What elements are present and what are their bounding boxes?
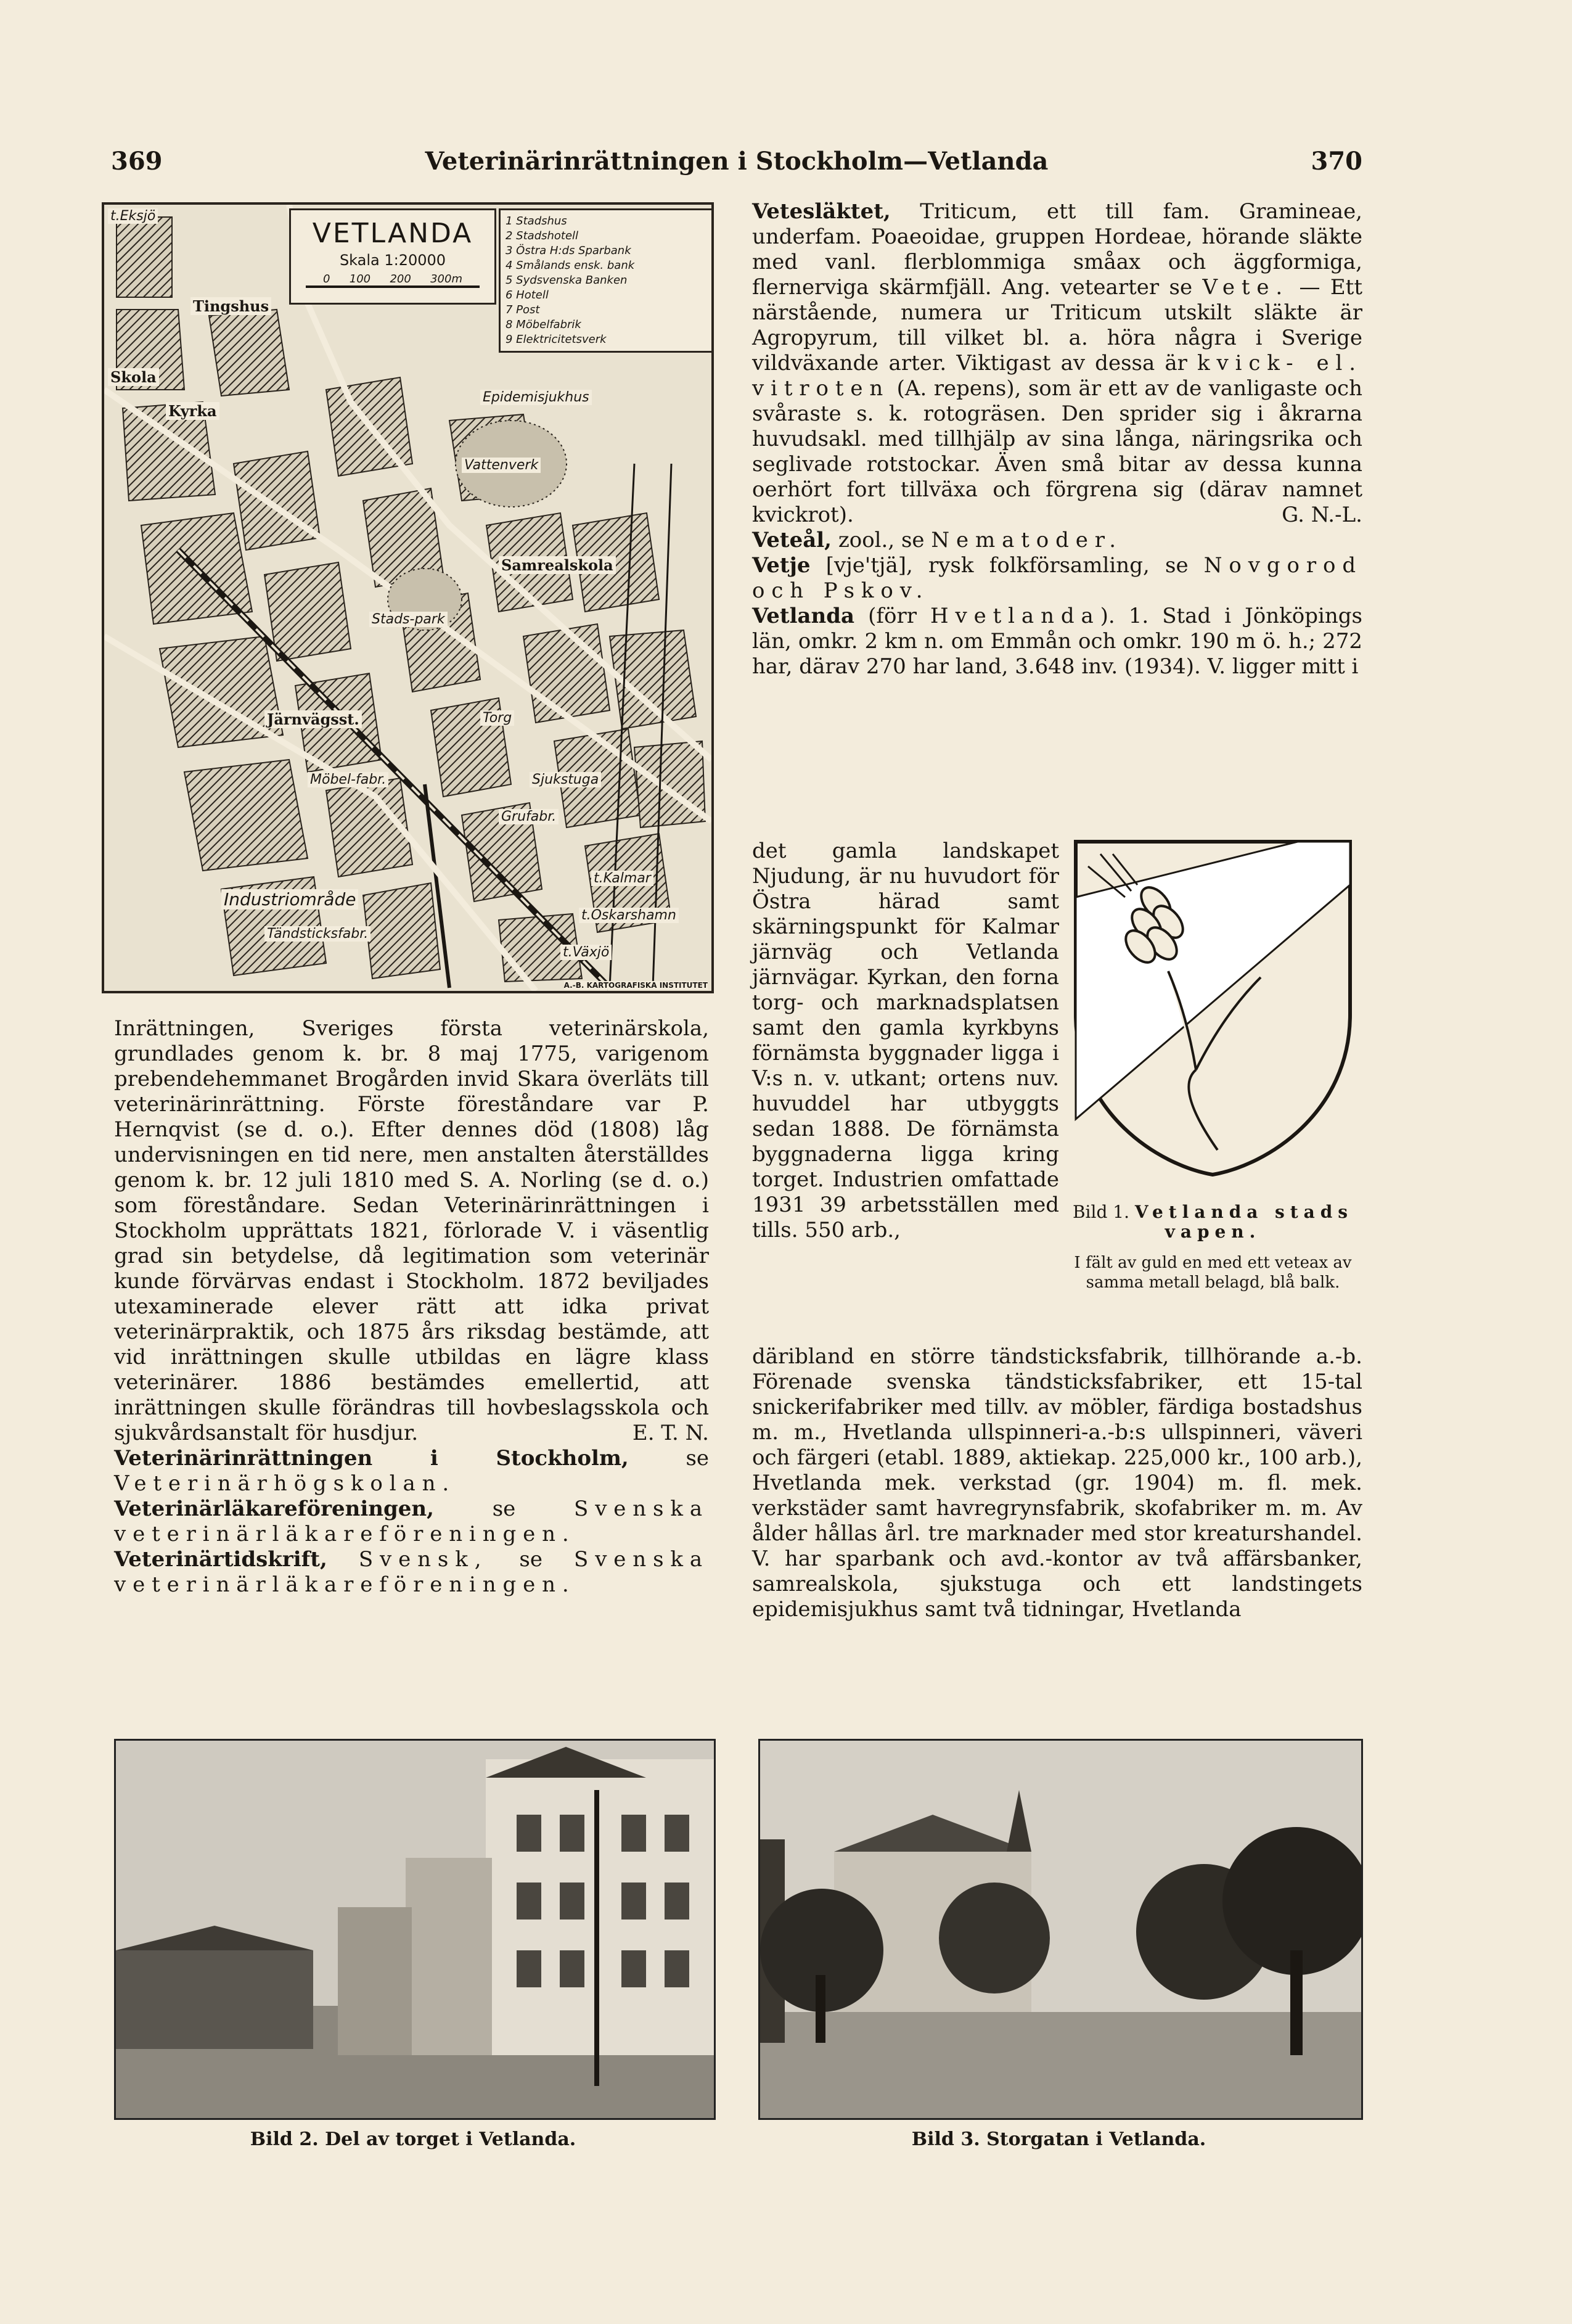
- entry-headword: Veterinärinrättningen i Stockholm,: [114, 1446, 629, 1471]
- map-label-kyrka: Kyrka: [166, 402, 219, 420]
- right-column-top: [752, 199, 1362, 680]
- entry-text: Triticum, ett till fam. Gramineae, underfam. Poaeoidae, gruppen Hordeae, hörande släkte med vanl. flerblommiga småax och äggformiga, flernerviga skärmfjäll. Ang. vetearter se: [752, 199, 1362, 300]
- coat-of-arms-caption: [1063, 1202, 1362, 1292]
- caption-title: [1063, 1202, 1362, 1242]
- map-label-eksjo: t.Eksjö: [108, 208, 158, 224]
- cross-reference: Svenska veterinärläkareföreningen.: [114, 1547, 710, 1597]
- entry-text: ). 1. Stad i Jönköpings län, omkr. 2 km n. om Emmån och omkr. 190 m ö. h.; 272 har, därav 270 har land, 3.648 inv. (1934). V. ligger mitt i: [752, 604, 1362, 679]
- entry-text: (förr: [868, 604, 917, 628]
- legend-item: 5 Sydsvenska Banken: [506, 274, 628, 287]
- paragraph: det gamla landskapet Njudung, är nu huvudort för Östra härad samt skärningspunkt för Kalmar järnväg och Vetlanda järnvägar. Kyrkan, den forna torg- och marknadsplatsen samt den gamla kyrkbyns förnämsta byggnader ligga i V:s n. v. utkant; ortens nuv. huvuddel har utbyggts sedan 1888. De förnämsta byggnaderna ligga kring torget. Industrien omfattade 1931 39 arbetsställen med tills. 550 arb.,: [752, 839, 1059, 1242]
- map-label-vattenverk: Vattenverk: [462, 458, 541, 473]
- map-legend: [499, 208, 714, 353]
- photo-caption: Bild 3. Storgatan i Vetlanda.: [911, 2129, 1206, 2150]
- vetlanda-map: [102, 202, 714, 993]
- legend-item: 2 Stadshotell: [506, 229, 579, 242]
- legend-item: 3 Östra H:ds Sparbank: [506, 244, 631, 257]
- map-label-sjukstuga: Sjukstuga: [530, 772, 601, 787]
- scale-tick: 300m: [430, 273, 462, 285]
- entry-text: se: [519, 1547, 542, 1572]
- caption-label: Bild 1.: [1072, 1202, 1129, 1222]
- right-column-flow: [752, 839, 1059, 1243]
- map-title-box: [289, 208, 496, 305]
- legend-item: 4 Smålands ensk. bank: [506, 259, 635, 272]
- entry: [114, 1446, 709, 1497]
- signature: G. N.-L.: [1282, 503, 1362, 527]
- entry-headword: Veteål,: [752, 528, 832, 552]
- entry: [752, 528, 1362, 553]
- right-column-bottom: [752, 1344, 1362, 1622]
- cross-reference: Novgorod och Pskov.: [752, 553, 1362, 603]
- paragraph: [114, 1016, 709, 1446]
- entry-text: (A. repens), som är ett av de vanligaste och svåraste s. k. rotogräsen. Den sprider sig i åkrarna huvudsakl. med tillhjälp av sina långa, näringsrika och seglivade rotstockar. Även små bitar av dessa kunna oerhört fort tillväxa och förgrena sig (därav namnet kvickrot).: [752, 376, 1362, 527]
- legend-item: 1 Stadshus: [506, 215, 567, 228]
- entry-headword: Vetje: [752, 553, 811, 578]
- legend-item: 9 Elektricitetsverk: [506, 333, 607, 346]
- entry-headword: Veterinärtidskrift,: [114, 1547, 327, 1572]
- scale-tick: 200: [390, 273, 411, 285]
- entry-headword: Veterinärläkareföreningen,: [114, 1497, 434, 1521]
- map-label-tingshus: Tingshus: [190, 297, 271, 315]
- map-label-skola: Skola: [108, 368, 159, 386]
- scale-tick: 100: [349, 273, 371, 285]
- photo-drawing: [760, 1741, 1361, 2118]
- cross-reference: Veterinärhögskolan.: [114, 1471, 456, 1496]
- scale-tick: 0: [323, 273, 330, 285]
- cross-reference: Hvetlanda: [930, 604, 1100, 628]
- entry-text: Inrättningen, Sveriges första veterinärskola, grundlades genom k. br. 8 maj 1775, varigenom prebendehemmanet Brogården invid Skara överläts till veterinärinrättning. Förste föreståndare var P. Hernqvist (se d. o.). Efter dennes död (1808) låg undervisningen en tid nere, men anstalten återställdes genom k. br. 12 juli 1810 med S. A. Norling (se d. o.) som föreståndare. Sedan Veterinärinrättningen i Stockholm upprättats 1821, förlorade V. i väsentlig grad sin betydelse, då legitimation som veterinär kunde förvärvas endast i Stockholm. 1872 beviljades utexaminerade elever rätt att idka privat veterinärpraktik, och 1875 års riksdag bestämde, att vid inrättningen skulle utbildas en lägre klass veterinärer. 1886 bestämdes emellertid, att inrättningen skulle förändras till hovbeslagsskola och sjukvårdsanstalt för husdjur.: [114, 1016, 709, 1445]
- cross-reference: kvick- el. vitroten: [752, 351, 1362, 401]
- entry: [752, 604, 1362, 680]
- legend-item: 7 Post: [506, 303, 540, 316]
- page-title: Veterinärinrättningen i Stockholm—Vetlanda: [425, 147, 1049, 176]
- cross-reference: Vete.: [1202, 275, 1290, 300]
- entry-text: se: [686, 1446, 710, 1471]
- coat-of-arms-icon: [1063, 829, 1362, 1187]
- map-label-stadspark: Stads-park: [369, 612, 448, 627]
- page-number-right: 370: [1311, 147, 1362, 176]
- cross-reference: Svensk,: [358, 1547, 488, 1572]
- map-label-tandsticksfabr: Tändsticksfabr.: [264, 926, 370, 942]
- map-scalebar: [306, 273, 480, 288]
- photo-drawing: [116, 1741, 714, 2118]
- photo-market-square: [114, 1739, 716, 2120]
- signature: E. T. N.: [632, 1421, 709, 1445]
- map-label-mobelfabr: Möbel-fabr.: [308, 772, 388, 787]
- caption-title-text: Vetlanda stads vapen.: [1134, 1202, 1354, 1242]
- map-label-oskarshamn: t.Oskarshamn: [579, 908, 679, 923]
- map-label-vaxjo: t.Växjö: [560, 945, 612, 960]
- map-label-grufabr: Grufabr.: [499, 809, 559, 824]
- caption-description: I fält av guld en med ett veteax av samma metall belagd, blå balk.: [1074, 1254, 1352, 1292]
- coat-of-arms: [1063, 829, 1362, 1187]
- map-label-samrealskola: Samrealskola: [499, 556, 616, 574]
- entry-text: — Ett närstående, numera ur Triticum utskilt släkte är Agropyrum, till vilket bl. a. höra några i Sverige vildväxande arter. Viktigast av dessa är: [752, 275, 1362, 376]
- map-label-torg: Torg: [480, 710, 514, 726]
- entry: [114, 1497, 709, 1547]
- photo-caption: Bild 2. Del av torget i Vetlanda.: [250, 2129, 576, 2150]
- paragraph: däribland en större tändsticksfabrik, tillhörande a.-b. Förenade svenska tändsticksfabriker, ett 15-tal snickerifabriker med tillv. av möbler, färdiga bostadshus m. m., Hvetlanda ullspinneri-a.-b:s ullspinneri, väveri och färgeri (etabl. 1889, aktiekap. 225,000 kr., 100 arb.), Hvetlanda mek. verkstad (gr. 1904) m. fl. mek. verkstäder samt havregrynsfabrik, skofabriker m. m. Av ålder hållas årl. tre marknader med stor kreaturshandel. V. har sparbank och avd.-kontor av två affärsbanker, samrealskola, sjukstuga och ett landstingets epidemisjukhus samt två tidningar, Hvetlanda: [752, 1344, 1362, 1622]
- entry-text: se: [492, 1497, 516, 1521]
- legend-item: 8 Möbelfabrik: [506, 318, 581, 331]
- map-label-industriomrade: Industriområde: [221, 889, 358, 909]
- entry: [752, 553, 1362, 604]
- entry-text: zool., se: [838, 528, 925, 552]
- entry-text: [vje'tjä], rysk folkförsamling, se: [825, 553, 1189, 578]
- running-header: [111, 147, 1362, 190]
- legend-item: 6 Hotell: [506, 289, 549, 302]
- page-number-left: 369: [111, 147, 163, 176]
- map-label-kalmar: t.Kalmar: [591, 871, 653, 886]
- map-label-jarnvagsst: Järnvägsst.: [264, 710, 362, 728]
- cross-reference: Svenska veterinärläkareföreningen.: [114, 1497, 710, 1546]
- entry-headword: Vetesläktet,: [752, 199, 891, 224]
- map-label-epidemisjukhus: Epidemisjukhus: [480, 390, 592, 405]
- entry-headword: Vetlanda: [752, 604, 855, 628]
- entry: [752, 199, 1362, 528]
- map-credit: A.-B. KARTOGRAFISKA INSTITUTET: [563, 981, 708, 990]
- cross-reference: Nematoder.: [931, 528, 1123, 552]
- map-name: VETLANDA: [312, 218, 473, 249]
- photo-main-street: [758, 1739, 1363, 2120]
- entry: [114, 1547, 709, 1598]
- left-column: [114, 1016, 709, 1598]
- map-scale: Skala 1:20000: [339, 252, 446, 269]
